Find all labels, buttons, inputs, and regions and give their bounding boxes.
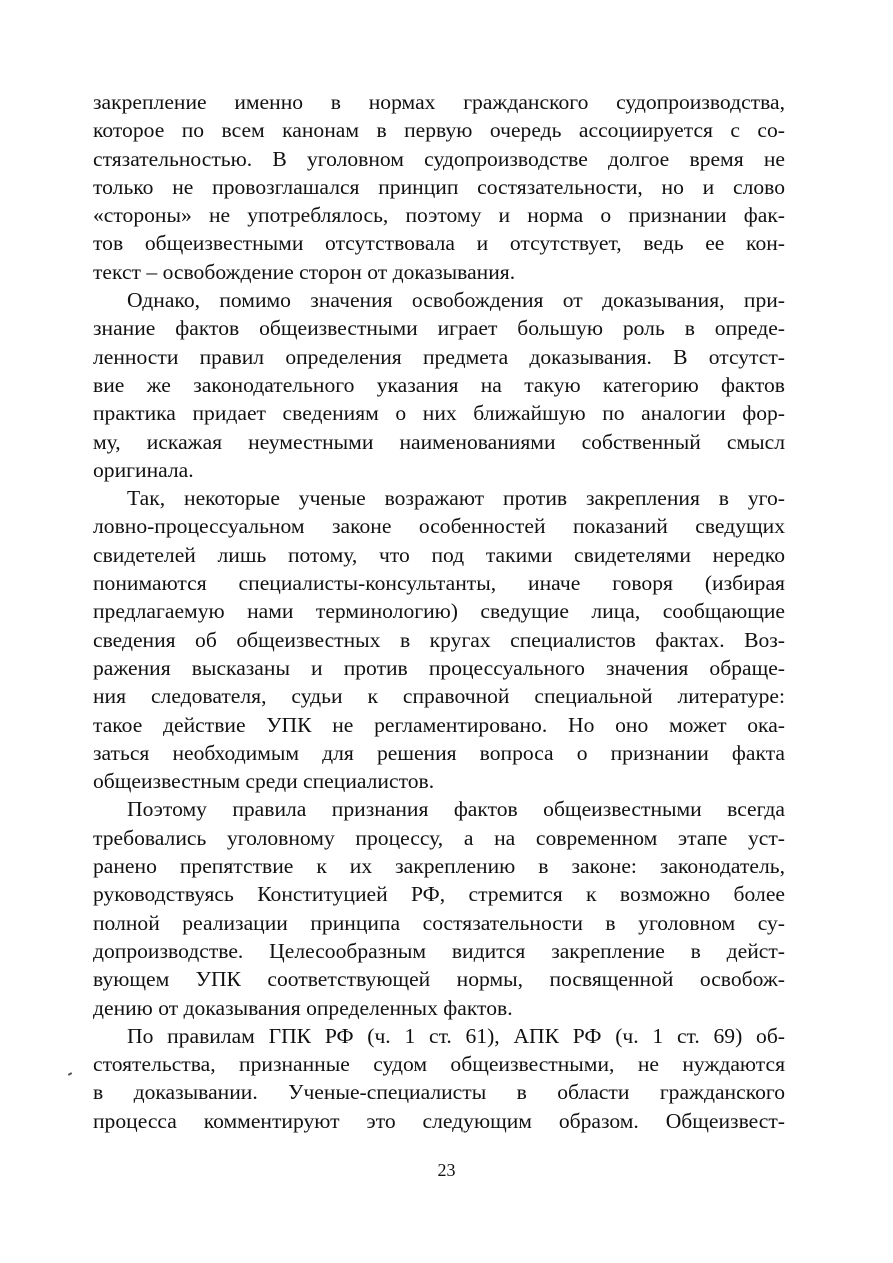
paragraph-5	[93, 1022, 785, 1135]
text-line: процесса комментируют это следующим образом. Общеизвест-	[93, 1108, 785, 1133]
text-line: сведения об общеизвестных в кругах специалистов фактах. Воз-	[93, 627, 785, 652]
text-line: практика придает сведениям о них ближайшую по аналогии фор-	[93, 401, 785, 426]
text-line: ражения высказаны и против процессуального значения обраще-	[93, 655, 785, 680]
text-line: стоятельства, признанные судом общеизвестными, не нуждаются	[93, 1052, 785, 1077]
text-line: знание фактов общеизвестными играет большую роль в опреде-	[93, 316, 785, 341]
text-line: ранено препятствие к их закреплению в законе: законодатель,	[93, 854, 785, 879]
text-line: полной реализации принципа состязательности в уголовном су-	[93, 910, 785, 935]
text-line: стязательностью. В уголовном судопроизводстве долгое время не	[93, 146, 785, 171]
text-line: «стороны» не употреблялось, поэтому и норма о признании фак-	[93, 203, 785, 228]
text-line: ния следователя, судьи к справочной специальной литературе:	[93, 684, 785, 709]
paragraph-3	[93, 484, 785, 795]
text-line: тов общеизвестными отсутствовала и отсутствует, ведь ее кон-	[93, 231, 785, 256]
text-line: такое действие УПК не регламентировано. Но оно может ока-	[93, 712, 785, 737]
text-line: му, искажая неуместными наименованиями собственный смысл	[93, 429, 785, 454]
text-line: закрепление именно в нормах гражданского судопроизводства,	[93, 90, 785, 114]
text-line: допроизводстве. Целесообразным видится закрепление в дейст-	[93, 938, 785, 963]
text-line: предлагаемую нами терминологию) сведущие лица, сообщающие	[93, 599, 785, 624]
text-line: которое по всем канонам в первую очередь ассоциируется с со-	[93, 118, 785, 143]
paragraph-1	[93, 88, 785, 286]
text-line: только не провозглашался принцип состязательности, но и слово	[93, 174, 785, 199]
text-line: Так, некоторые ученые возражают против закрепления в уго-	[127, 486, 785, 511]
text-line: ловно-процессуальном законе особенностей показаний сведущих	[93, 514, 785, 539]
text-line: заться необходимым для решения вопроса о признании факта	[93, 740, 785, 765]
page-number: 23	[437, 1160, 456, 1180]
paragraph-4	[93, 795, 785, 1021]
text-line: требовались уголовному процессу, а на современном этапе уст-	[93, 825, 785, 850]
paragraph-2	[93, 286, 785, 484]
text-line: Поэтому правила признания фактов общеизвестными всегда	[127, 797, 785, 822]
text-line: понимаются специалисты-консультанты, иначе говоря (избирая	[93, 571, 785, 596]
text-line: ленности правил определения предмета доказывания. В отсутст-	[93, 344, 785, 369]
text-line: свидетелей лишь потому, что под такими свидетелями нередко	[93, 542, 785, 567]
text-line: дению от доказывания определенных фактов.	[93, 995, 513, 1020]
text-line: руководствуясь Конституцией РФ, стремится к возможно более	[93, 882, 785, 907]
text-line: вующем УПК соответствующей нормы, посвященной освобож-	[93, 967, 785, 992]
text-line: оригинала.	[93, 457, 194, 482]
text-line: в доказывании. Ученые-специалисты в области гражданского	[93, 1080, 785, 1105]
text-line: По правилам ГПК РФ (ч. 1 ст. 61), АПК РФ (ч. 1 ст. 69) об-	[127, 1023, 785, 1048]
scan-speck	[68, 1072, 72, 1076]
body-text	[93, 88, 785, 1135]
text-line: вие же законодательного указания на такую категорию фактов	[93, 372, 785, 397]
text-line: Однако, помимо значения освобождения от доказывания, при-	[127, 288, 785, 313]
text-line: текст – освобождение сторон от доказывания.	[93, 259, 516, 284]
text-line: общеизвестным среди специалистов.	[93, 769, 435, 794]
